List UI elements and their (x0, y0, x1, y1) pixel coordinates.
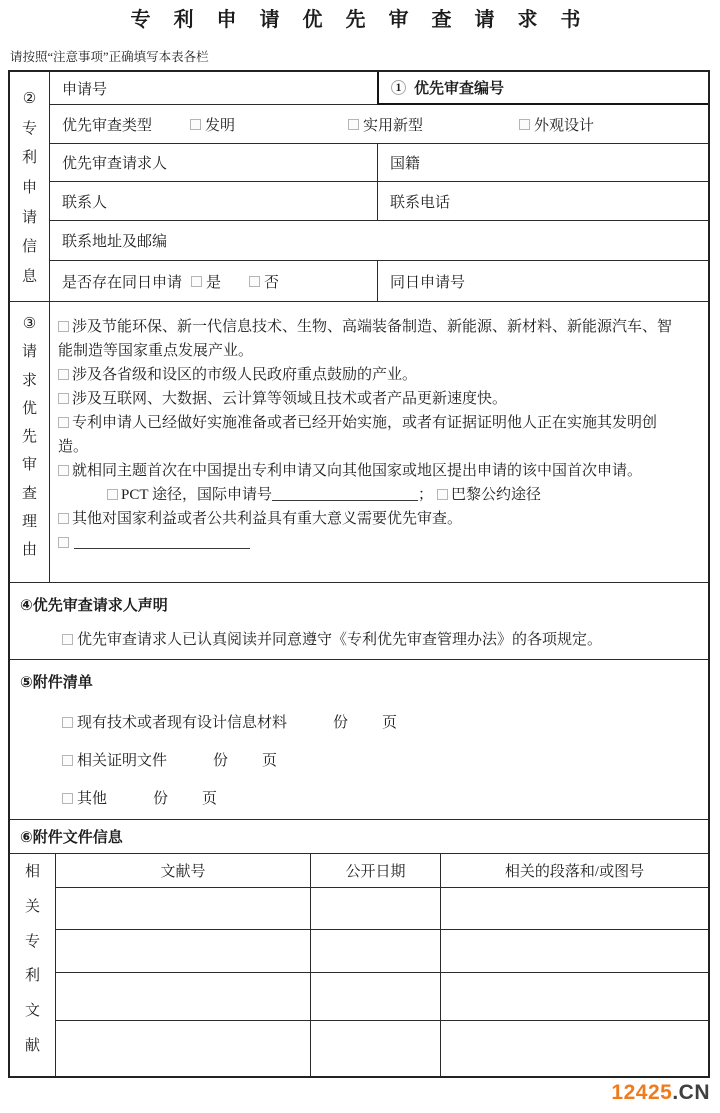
column-related-paragraphs: 相关的段落和/或图号 (440, 854, 708, 887)
phone-label: 联系电话 (390, 194, 451, 211)
declaration-title: ④优先审查请求人声明 (20, 598, 168, 614)
reason-other-public-interest-checkbox[interactable] (58, 513, 69, 524)
row-application-number (50, 72, 708, 105)
same-day-number-cell[interactable] (377, 261, 708, 301)
reason-internet-bigdata: 涉及互联网、大数据、云计算等领域且技术或者产品更新速度快。 (58, 387, 684, 411)
related-paragraphs-cell[interactable] (440, 1021, 708, 1076)
section-applicant-info-side-label: ② 专 利 申 请 信 息 (10, 72, 50, 301)
application-number-label: 申请号 (62, 81, 108, 98)
nationality-label: 国籍 (390, 156, 421, 172)
column-publication-date: 公开日期 (310, 854, 440, 887)
pct-route-checkbox[interactable] (107, 489, 118, 500)
publication-date-cell[interactable] (310, 888, 440, 929)
reason-key-industries: 涉及节能环保、新一代信息技术、生物、高端装备制造、新能源、新材料、新能源汽车、智能制造等国家重点发展产业。 (58, 319, 673, 359)
pct-route-line: PCT 途径，国际申请号 ； 巴黎公约途径 (107, 483, 684, 507)
declaration-line: 优先审查请求人已认真阅读并同意遵守《专利优先审查管理办法》的各项规定。 (62, 628, 708, 649)
reason-custom-blank-line[interactable] (74, 536, 250, 549)
same-day-label: 是否存在同日申请 (62, 274, 183, 291)
reason-custom-blank (58, 531, 684, 555)
document-number-cell[interactable] (56, 930, 310, 972)
document-number-cell[interactable] (56, 888, 310, 929)
documents-table (56, 854, 708, 1076)
column-document-number: 文献号 (160, 864, 206, 880)
section-document-info-title: ⑥附件文件信息 (10, 820, 708, 854)
reason-other-public-interest: 其他对国家利益或者公共利益具有重大意义需要优先审查。 (58, 507, 684, 531)
attachment-certificates-checkbox[interactable] (62, 755, 73, 766)
circled-one-badge: 1 (391, 80, 406, 95)
exam-type-cell (50, 105, 708, 143)
priority-exam-number-cell (377, 72, 708, 105)
publication-date-cell[interactable] (310, 973, 440, 1020)
request-form (8, 70, 710, 1078)
row-exam-type (50, 105, 708, 144)
attachment-list-title: ⑤附件清单 (20, 675, 93, 691)
related-documents-side-label: 相 关 专 利 文 献 (10, 854, 56, 1076)
watermark-brand: 12425 (611, 1081, 673, 1104)
related-paragraphs-cell[interactable] (440, 973, 708, 1020)
row-same-day (50, 261, 708, 301)
pct-application-number-blank[interactable] (272, 488, 418, 501)
attachment-prior-art: 现有技术或者现有设计信息材料 份 页 (62, 711, 708, 732)
nationality-cell[interactable] (377, 144, 708, 181)
phone-cell[interactable] (377, 182, 708, 220)
design-checkbox[interactable] (519, 119, 530, 130)
attachment-prior-art-checkbox[interactable] (62, 717, 73, 728)
section-related-documents (10, 854, 708, 1076)
reason-china-first-filing: 就相同主题首次在中国提出专利申请又向其他国家或地区提出申请的该中国首次申请。 (58, 459, 684, 483)
option-utility-model: 实用新型 (348, 114, 423, 135)
section-number: ② (22, 91, 37, 107)
watermark-suffix: .CN (672, 1081, 710, 1104)
reason-china-first-filing-checkbox[interactable] (58, 465, 69, 476)
contact-label: 联系人 (62, 194, 108, 211)
same-day-question-cell (50, 261, 377, 301)
paris-convention-checkbox[interactable] (437, 489, 448, 500)
row-address (50, 221, 708, 261)
exam-type-label: 优先审查类型 (62, 117, 153, 134)
document-number-cell[interactable] (56, 1021, 310, 1076)
option-invention: 发明 (190, 114, 235, 135)
related-paragraphs-cell[interactable] (440, 930, 708, 972)
publication-date-cell[interactable] (310, 930, 440, 972)
reason-key-industries-checkbox[interactable] (58, 321, 69, 332)
application-number-cell[interactable] (50, 72, 377, 105)
reason-local-government-checkbox[interactable] (58, 369, 69, 380)
declaration-checkbox[interactable] (62, 634, 73, 645)
section-attachment-list (10, 660, 708, 820)
attachment-other-checkbox[interactable] (62, 793, 73, 804)
same-day-number-label: 同日申请号 (390, 274, 466, 291)
invention-checkbox[interactable] (190, 119, 201, 130)
document-number-cell[interactable] (56, 973, 310, 1020)
section-exam-reasons (10, 302, 708, 583)
section-exam-reasons-side-label: ③ 请 求 优 先 审 查 理 由 (10, 302, 50, 582)
attachment-certificates: 相关证明文件 份 页 (62, 749, 708, 770)
documents-table-header (56, 854, 708, 888)
requester-cell[interactable] (50, 144, 377, 181)
row-requester (50, 144, 708, 182)
table-row (56, 1021, 708, 1076)
attachment-other: 其他 份 页 (62, 787, 708, 808)
option-yes: 是 (191, 271, 221, 292)
reason-implementation: 专利申请人已经做好实施准备或者已经开始实施，或者有证据证明他人正在实施其发明创造。 (58, 415, 658, 455)
reason-local-government: 涉及各省级和设区的市级人民政府重点鼓励的产业。 (58, 363, 684, 387)
option-design: 外观设计 (519, 114, 594, 135)
table-row (56, 973, 708, 1021)
section-number: ③ (22, 316, 37, 332)
option-no: 否 (249, 271, 279, 292)
site-watermark (611, 1081, 710, 1105)
page-title: 专 利 申 请 优 先 审 查 请 求 书 (130, 9, 590, 31)
reason-implementation-checkbox[interactable] (58, 417, 69, 428)
same-day-no-checkbox[interactable] (249, 276, 260, 287)
contact-cell[interactable] (50, 182, 377, 220)
priority-exam-number-label: 优先审查编号 (414, 81, 505, 97)
requester-label: 优先审查请求人 (62, 156, 168, 172)
row-contact (50, 182, 708, 221)
reason-custom-checkbox[interactable] (58, 537, 69, 548)
same-day-yes-checkbox[interactable] (191, 276, 202, 287)
fill-instruction: 请按照“注意事项”正确填写本表各栏 (10, 50, 209, 64)
reason-internet-bigdata-checkbox[interactable] (58, 393, 69, 404)
address-label: 联系地址及邮编 (62, 234, 168, 250)
table-row (56, 930, 708, 973)
related-paragraphs-cell[interactable] (440, 888, 708, 929)
utility-model-checkbox[interactable] (348, 119, 359, 130)
section-applicant-info (10, 72, 708, 302)
publication-date-cell[interactable] (310, 1021, 440, 1076)
address-cell[interactable] (50, 221, 708, 260)
table-row (56, 888, 708, 930)
section-declaration (10, 583, 708, 660)
